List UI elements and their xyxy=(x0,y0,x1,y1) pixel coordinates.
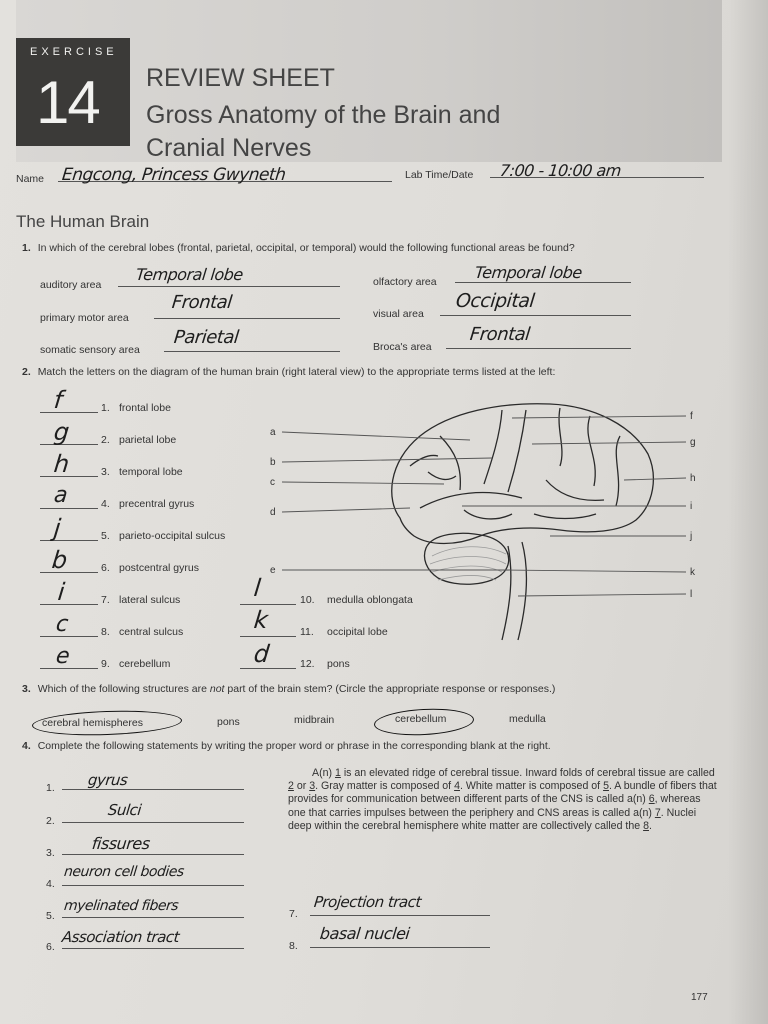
q3-text-after: part of the brain stem? (Circle the appropriate response or responses.) xyxy=(224,683,556,695)
blank-number: 3 xyxy=(309,780,316,793)
q2-item-term: pons xyxy=(327,658,350,670)
sulcus xyxy=(546,480,604,500)
q4-answer[interactable]: myelinated fibers xyxy=(63,898,179,914)
q2-text: Match the letters on the diagram of the human brain (right lateral view) to the appropriate terms listed at the left: xyxy=(37,366,556,378)
q4-answer-num: 1. xyxy=(46,782,55,794)
q2-number: 2. xyxy=(22,366,31,378)
q4-answer-num: 2. xyxy=(46,815,55,827)
diagram-letter: e xyxy=(270,565,276,576)
labtime-label: Lab Time/Date xyxy=(405,169,474,181)
q2-answer-line xyxy=(40,412,98,413)
q2-answer-line xyxy=(40,572,98,573)
q1-item-label: auditory area xyxy=(40,279,102,291)
q4-number: 4. xyxy=(22,740,31,752)
q1-answer-line xyxy=(118,286,340,287)
q4-answer-line xyxy=(62,789,244,790)
q4-answer-line xyxy=(62,917,244,918)
q2-item-num: 3. xyxy=(101,466,110,478)
q1-answer-line xyxy=(446,348,631,349)
q2-item-num: 1. xyxy=(101,402,110,414)
q1-answer[interactable]: Frontal xyxy=(170,292,233,313)
q1-item-label: visual area xyxy=(373,308,424,320)
q4-answer[interactable]: Sulci xyxy=(107,801,143,819)
q2-item-num: 10. xyxy=(300,594,315,606)
diagram-letter: b xyxy=(270,457,276,468)
q3-text-not: not xyxy=(209,683,225,695)
diagram-letter: f xyxy=(690,411,693,422)
paragraph-text: . xyxy=(648,819,652,832)
paragraph-text: . A bundle of fibers that provides for communication between different parts of the CNS is called a(n) xyxy=(288,780,717,806)
q2-answer-line xyxy=(40,636,98,637)
paragraph-text: . Nuclei deep within the cerebral hemisphere white matter are collectively called the xyxy=(288,806,697,832)
exercise-number: 14 xyxy=(36,69,99,136)
q2-item-term: cerebellum xyxy=(119,658,171,670)
q4-answer[interactable]: fissures xyxy=(91,834,151,853)
sulcus xyxy=(616,436,620,506)
q4-answer-num: 3. xyxy=(46,847,55,859)
q2-answer[interactable]: a xyxy=(52,483,69,508)
blank-number: 1 xyxy=(334,767,341,779)
q2-answer[interactable]: i xyxy=(56,578,66,606)
sulcus xyxy=(440,436,460,490)
sulcus xyxy=(508,410,526,492)
q2-item-term: parietal lobe xyxy=(119,434,177,446)
q1-item-label: Broca's area xyxy=(373,341,432,353)
q4-paragraph xyxy=(288,767,718,833)
q2-item-num: 9. xyxy=(101,658,110,670)
q4-answer[interactable]: Association tract xyxy=(61,928,180,946)
blank-number: 5 xyxy=(603,780,609,793)
brainstem-outline xyxy=(502,542,526,640)
q2-item-num: 2. xyxy=(101,434,110,446)
page-title: Gross Anatomy of the Brain and Cranial Nerves xyxy=(146,101,501,162)
q3-option-midbrain[interactable]: midbrain xyxy=(294,714,335,726)
q4-answer[interactable]: gyrus xyxy=(87,771,129,789)
q4-answer[interactable]: basal nuclei xyxy=(319,924,411,943)
blank-number: 6 xyxy=(648,793,655,806)
q2-item-num: 4. xyxy=(101,498,110,510)
sulcus xyxy=(559,408,562,466)
q1-item-label: primary motor area xyxy=(40,312,129,324)
q1-answer-line xyxy=(440,315,631,316)
cerebellum-folia xyxy=(430,547,506,580)
brain-diagram xyxy=(260,396,712,646)
q2-answer[interactable]: c xyxy=(54,612,69,637)
name-answer[interactable]: Engcong, Princess Gwyneth xyxy=(60,165,287,185)
q1-prompt xyxy=(22,242,575,254)
q4-answer-line xyxy=(310,947,490,948)
q3-option-pons[interactable]: pons xyxy=(217,716,240,728)
q1-item-label: somatic sensory area xyxy=(40,344,140,356)
q1-answer-line xyxy=(154,318,340,319)
diagram-letter: l xyxy=(690,589,693,600)
q3-prompt xyxy=(22,683,555,695)
q2-answer-line xyxy=(40,604,98,605)
blank-number: 7 xyxy=(654,806,661,819)
q1-answer-line xyxy=(164,351,340,352)
q2-answer-line xyxy=(240,668,296,669)
q1-number: 1. xyxy=(22,242,31,254)
q2-item-term: central sulcus xyxy=(119,626,184,638)
paragraph-text: is an elevated ridge of cerebral tissue. Inward folds of cerebral tissue are called xyxy=(340,767,715,779)
review-sheet-label: REVIEW SHEET xyxy=(146,64,335,92)
blank-number: 2 xyxy=(288,780,294,793)
q2-item-term: precentral gyrus xyxy=(119,498,195,510)
q4-answer-line xyxy=(62,854,244,855)
q1-text: In which of the cerebral lobes (frontal, parietal, occipital, or temporal) would the following functional areas be found? xyxy=(37,242,575,254)
q2-answer[interactable]: e xyxy=(54,644,71,669)
leader-lines xyxy=(282,416,686,596)
sulcus xyxy=(464,510,512,519)
q1-answer[interactable]: Parietal xyxy=(172,327,240,348)
q2-item-num: 8. xyxy=(101,626,110,638)
page-shadow xyxy=(728,0,768,1024)
diagram-letter: h xyxy=(690,473,696,484)
diagram-letter: a xyxy=(270,427,276,438)
q2-item-term: medulla oblongata xyxy=(327,594,413,606)
q2-item-num: 11. xyxy=(300,626,314,638)
paragraph-text: . White matter is composed of xyxy=(459,780,604,793)
q4-answer-line xyxy=(310,915,490,916)
q2-answer[interactable]: k xyxy=(252,606,269,634)
blank-number: 8 xyxy=(643,819,649,832)
sulcus xyxy=(534,514,596,519)
labtime-answer[interactable]: 7:00 - 10:00 am xyxy=(499,161,622,180)
q4-answer-num: 6. xyxy=(46,941,55,953)
q4-answer-line xyxy=(62,822,244,823)
q2-answer[interactable]: f xyxy=(52,386,64,414)
q2-answer-line xyxy=(40,668,98,669)
q2-prompt xyxy=(22,366,555,378)
sulcus xyxy=(428,472,456,479)
diagram-letter: k xyxy=(690,567,695,578)
q2-answer[interactable]: d xyxy=(252,640,271,668)
q2-answer[interactable]: j xyxy=(52,514,62,542)
q2-item-term: parieto-occipital sulcus xyxy=(119,530,226,542)
diagram-letter: i xyxy=(690,501,693,512)
page-number: 177 xyxy=(691,992,708,1003)
q2-item-num: 5. xyxy=(101,530,110,542)
q2-answer[interactable]: l xyxy=(252,574,262,602)
exercise-box xyxy=(16,38,130,146)
q2-item-term: postcentral gyrus xyxy=(119,562,199,574)
q2-item-num: 7. xyxy=(101,594,110,606)
q1-answer[interactable]: Frontal xyxy=(468,324,531,345)
q4-answer-line xyxy=(62,885,244,886)
sulcus xyxy=(588,416,595,486)
q3-option-medulla[interactable]: medulla xyxy=(509,713,546,725)
q2-item-num: 6. xyxy=(101,562,110,574)
q4-text: Complete the following statements by writing the proper word or phrase in the corresponding blank at the right. xyxy=(37,740,551,752)
section-title: The Human Brain xyxy=(16,212,150,231)
q2-answer[interactable]: b xyxy=(50,546,69,574)
q2-item-num: 12. xyxy=(300,658,315,670)
exercise-label: EXERCISE xyxy=(30,46,118,58)
q1-answer[interactable]: Occipital xyxy=(454,290,536,312)
q2-answer-line xyxy=(40,508,98,509)
q4-answer-num: 8. xyxy=(289,940,298,952)
q3-option-cerebellum[interactable]: cerebellum xyxy=(395,713,447,725)
q4-answer[interactable]: Projection tract xyxy=(313,893,422,911)
q2-answer[interactable]: g xyxy=(52,418,71,446)
q1-item-label: olfactory area xyxy=(373,276,437,288)
q4-prompt xyxy=(22,740,551,752)
q2-answer-line xyxy=(40,540,98,541)
paragraph-text: A(n) xyxy=(312,767,335,779)
q3-text-before: Which of the following structures are xyxy=(37,683,210,695)
sulcus xyxy=(410,455,438,466)
q2-item-term: temporal lobe xyxy=(119,466,183,478)
q2-answer[interactable]: h xyxy=(52,450,71,478)
diagram-letter: g xyxy=(690,437,696,448)
name-label: Name xyxy=(16,173,45,185)
central-sulcus xyxy=(484,410,502,484)
q2-answer-line xyxy=(40,476,98,477)
q4-answer-line xyxy=(62,948,244,949)
q4-answer-num: 5. xyxy=(46,910,55,922)
q4-answer-num: 4. xyxy=(46,878,55,890)
q1-answer-line xyxy=(455,282,631,283)
blank-number: 4 xyxy=(454,780,460,793)
q3-option-cerebral-hemispheres[interactable]: cerebral hemispheres xyxy=(42,717,143,729)
q2-item-term: frontal lobe xyxy=(119,402,171,414)
q4-answer-num: 7. xyxy=(289,908,298,920)
q1-answer[interactable]: Temporal lobe xyxy=(135,265,244,284)
diagram-letter: d xyxy=(270,507,276,518)
paragraph-text: . Gray matter is composed of xyxy=(315,780,455,793)
diagram-letter: c xyxy=(270,477,275,488)
paragraph-text: , whereas one that carries impulses between the periphery and CNS areas is called a(n) xyxy=(288,793,701,819)
q2-answer-line xyxy=(40,444,98,445)
paragraph-text: or xyxy=(293,780,310,793)
diagram-letter: j xyxy=(690,531,693,542)
q1-answer[interactable]: Temporal lobe xyxy=(474,263,583,282)
q2-item-term: lateral sulcus xyxy=(119,594,181,606)
q2-item-term: occipital lobe xyxy=(327,626,388,638)
q4-answer[interactable]: neuron cell bodies xyxy=(63,864,185,880)
q3-number: 3. xyxy=(22,683,31,695)
